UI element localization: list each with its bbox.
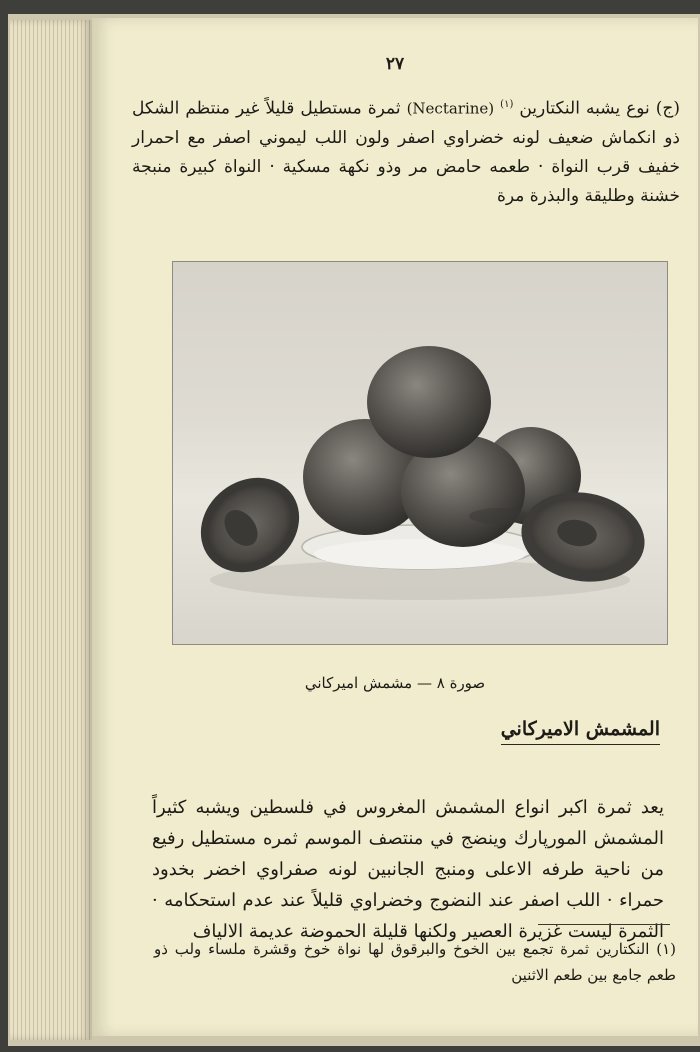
plate-rim — [314, 539, 526, 569]
figure-caption: صورة ٨ — مشمش اميركاني — [304, 674, 486, 692]
apricot-photo-drawing — [173, 262, 667, 644]
intro-lead: (ج) نوع يشبه النكتارين — [519, 98, 680, 119]
footnote: (١) النكتارين ثمرة تجمع بين الخوخ والبرقوق لها نواة خوخ وقشرة ملساء ولب ذو طعم جامع بين طعم الاثنين — [154, 940, 676, 984]
page-edges — [10, 20, 92, 1040]
intro-rest: ثمرة مستطيل قليلاً غير منتظم الشكل ذو انكماش ضعيف لونه خضراوي اصفر ولون اللب ليموني اصفر مع احمرار خفيف قرب النواة · طعمه حامض مر وذو نكهة مسكية · النواة كبيرة منبجة خشنة وطليقة والبذرة مرة — [132, 98, 680, 206]
section-heading: المشمش الاميركاني — [501, 718, 660, 745]
apricot-photo — [172, 261, 668, 645]
latin-name: (Nectarine) — [406, 99, 495, 118]
apricot — [367, 346, 491, 458]
book-page — [92, 18, 698, 1036]
intro-paragraph — [132, 90, 680, 211]
footnote-marker: (١) — [500, 99, 514, 110]
footnote-divider — [538, 924, 670, 925]
section-paragraph: يعد ثمرة اكبر انواع المشمش المغروس في فلسطين ويشبه كثيراً المشمش المورپارك وينضج في منتصف الموسم ثمره مستطيل رفيع من ناحية طرفه الاعلى ومنبج الجانبين لونه صفراوي اخضر بخدود حمراء · اللب اصفر عند النضوج وخضراوي قليلاً عند عدم استحكامه · الثمرة ليست غزيرة العصير ولكنها قليلة الحموضة عديمة الالياف — [152, 797, 664, 942]
page-number: ٢٧ — [385, 54, 405, 74]
